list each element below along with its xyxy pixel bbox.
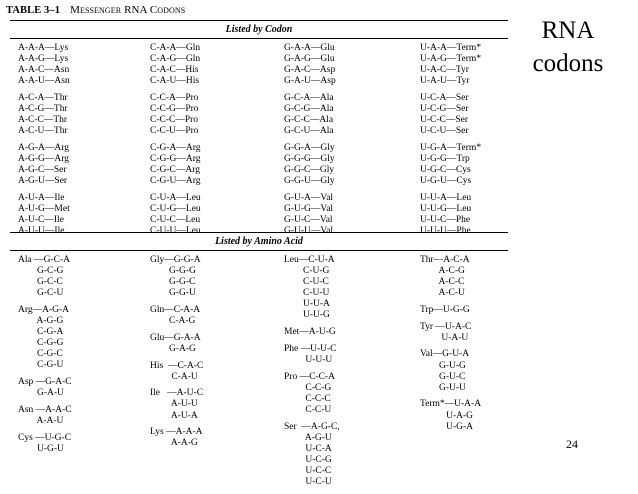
codon-entry: U-U-U—Phe [420, 226, 471, 237]
codon-entry: C-A-G—Gln [150, 54, 201, 65]
codon-entry: U-U-A—Leu [420, 192, 472, 203]
codon-group [18, 93, 70, 137]
codon-entry: U-A-C—Tyr [420, 65, 469, 76]
codon-entry: U-A-A—Term* [420, 43, 482, 53]
codon-section-header: Listed by Codon [225, 24, 293, 35]
codon-entry: U-G-G—Trp [420, 154, 470, 165]
codon-group [284, 255, 340, 322]
codon-entry: U-C-C [284, 465, 332, 476]
codon-entry: C-G-C—Arg [150, 165, 200, 176]
codon-entry: G-A-A—Glu [284, 43, 335, 53]
codon-group [284, 143, 336, 187]
codon-entry: U-U-G [284, 310, 330, 321]
codon-entry: G-C-C—Ala [284, 115, 334, 126]
amino-column-1 [18, 255, 72, 460]
codon-entry: A-C-C [420, 277, 465, 288]
codon-entry: C-C-G—Pro [150, 104, 199, 115]
codon-entry: Met—A-U-G [284, 327, 336, 338]
codon-entry: G-A-G—Glu [284, 54, 335, 65]
codon-entry: U-G-C—Cys [420, 165, 471, 176]
codon-entry: U-A-G—Term* [420, 54, 482, 65]
codon-entry: G-A-G [150, 343, 196, 354]
codon-group [150, 43, 201, 87]
codon-group [420, 322, 481, 344]
codon-group [18, 377, 72, 399]
codon-entry: A-C-U [420, 288, 465, 299]
codon-entry: A-U-U—Ile [18, 226, 65, 237]
codon-group [18, 143, 70, 187]
codon-entry: U-U-U [284, 354, 333, 365]
codon-group [284, 327, 340, 338]
codon-group [284, 422, 340, 489]
codon-entry: U-C-G—Ser [420, 104, 469, 115]
codon-group [284, 372, 340, 416]
codon-entry: G-C-G—Ala [284, 104, 334, 115]
codon-entry: G-G-G [150, 266, 196, 277]
codon-entry: Thr—A-C-A [420, 255, 470, 265]
codon-column-g [284, 43, 336, 243]
codon-entry: Term*—U-A-A [420, 399, 482, 410]
codon-entry: C-U-U—Leu [150, 226, 201, 237]
codon-entry: C-U-A—Leu [150, 192, 201, 203]
codon-entry: U-G-U [18, 443, 64, 454]
codon-group [420, 93, 481, 137]
codon-entry: G-U-A—Val [284, 192, 334, 203]
codon-entry: G-U-U—Val [284, 226, 334, 237]
codon-entry: C-U-U [284, 288, 330, 299]
codon-entry: U-U-C—Phe [420, 215, 471, 226]
codon-entry: U-U-A [284, 299, 330, 310]
codon-entry: G-C-C [18, 277, 63, 288]
codon-entry: C-C-U [284, 404, 332, 415]
codon-group [150, 193, 201, 237]
codon-entry: A-A-C—Asn [18, 65, 70, 76]
codon-entry: A-G-U [284, 432, 332, 443]
codon-entry: Trp—U-G-G [420, 304, 470, 315]
codon-entry: U-C-U—Ser [420, 126, 469, 137]
codon-group [18, 255, 72, 299]
codon-entry: A-G-A—Arg [18, 142, 70, 153]
codon-group [284, 344, 340, 366]
codon-entry: Arg—A-G-A [18, 304, 70, 315]
codon-entry: Val—G-U-A [420, 349, 470, 360]
codon-entry: U-C-A—Ser [420, 92, 469, 103]
codon-entry: C-G-A [18, 327, 64, 338]
codon-entry: A-U-G—Met [18, 204, 70, 214]
codon-entry: U-C-A [284, 443, 332, 454]
codon-entry: G-U-U [420, 382, 466, 393]
codon-entry: Pro —C-C-A [284, 371, 335, 382]
codon-entry: U-C-G [284, 454, 332, 465]
codon-entry: G-G-U [150, 288, 196, 299]
codon-group [284, 193, 336, 237]
codon-group [284, 93, 336, 137]
section-divider-rule [10, 232, 508, 233]
page-number: 24 [566, 437, 578, 451]
codon-entry: U-C-U [284, 477, 332, 488]
codon-entry: U-A-U [420, 332, 469, 343]
codon-group [420, 43, 481, 87]
codon-entry: U-A-U—Tyr [420, 76, 470, 87]
codon-entry: G-G-C—Gly [284, 165, 335, 176]
codon-group [18, 405, 72, 427]
codon-entry: U-G-A—Term* [420, 142, 482, 153]
codon-entry: A-C-G—Thr [18, 104, 68, 115]
codon-entry: C-A-U [150, 371, 198, 382]
codon-entry: A-G-G [18, 316, 64, 327]
codon-group [150, 388, 203, 421]
codon-group [18, 193, 70, 237]
codon-entry: G-G-A—Gly [284, 142, 335, 153]
codon-entry: C-C-C [284, 393, 331, 404]
codon-entry: Glu—G-A-A [150, 332, 201, 343]
amino-section-header: Listed by Amino Acid [215, 236, 303, 247]
codon-entry: G-C-U [18, 288, 64, 299]
slide-title-line-2: codons [532, 50, 604, 77]
codon-entry: U-U-G—Leu [420, 204, 472, 214]
codon-entry: U-A-G [420, 410, 474, 421]
codon-entry: A-G-G—Arg [18, 154, 70, 165]
codon-entry: A-A-G—Lys [18, 54, 69, 65]
codon-entry: Tyr —U-A-C [420, 321, 472, 332]
codon-entry: Gln—C-A-A [150, 304, 201, 315]
codon-group [150, 143, 201, 187]
amino-column-2 [150, 255, 203, 455]
codon-entry: U-C-C—Ser [420, 115, 469, 126]
codon-entry: C-G-C [18, 349, 63, 360]
codon-entry: A-C-A—Thr [18, 92, 68, 103]
amino-column-4 [420, 255, 481, 438]
codon-entry: G-A-U—Asp [284, 76, 336, 87]
codon-entry: G-U-G [420, 360, 466, 371]
codon-group [150, 93, 201, 137]
codon-entry: G-A-U [18, 388, 64, 399]
codon-entry: G-C-U—Ala [284, 126, 334, 137]
codon-entry: C-A-C—His [150, 65, 199, 76]
codon-group [420, 399, 481, 432]
codon-entry: C-A-A—Gln [150, 43, 201, 53]
codon-group [18, 305, 72, 372]
codon-group [150, 427, 203, 449]
table-top-rule [10, 20, 508, 21]
codon-entry: Ala —G-C-A [18, 255, 70, 265]
codon-entry: G-G-U—Gly [284, 176, 335, 187]
codon-entry: C-G-U [18, 360, 64, 371]
codon-group [18, 43, 70, 87]
codon-entry: C-A-U—His [150, 76, 200, 87]
codon-entry: C-U-C [284, 277, 329, 288]
codon-entry: C-C-C—Pro [150, 115, 199, 126]
codon-group [420, 143, 481, 187]
codon-entry: Lys —A-A-A [150, 427, 203, 438]
codon-entry: C-U-C—Leu [150, 215, 201, 226]
codon-entry: C-G-G—Arg [150, 154, 201, 165]
codon-group [284, 43, 336, 87]
codon-entry: G-U-G—Val [284, 204, 334, 214]
codon-entry: U-G-A [420, 421, 474, 432]
codon-entry: A-G-U—Ser [18, 176, 68, 187]
codon-entry: A-A-U—Asn [18, 76, 70, 87]
codon-group [18, 433, 72, 455]
codon-entry: Cys —U-G-C [18, 432, 72, 443]
codon-entry: A-C-G [420, 266, 465, 277]
codon-entry: C-A-G [150, 316, 196, 327]
codon-entry: C-U-G—Leu [150, 204, 201, 214]
codon-entry: A-U-A—Ile [18, 192, 65, 203]
table-caption: Messenger RNA Codons [70, 4, 186, 16]
codon-entry: His —C-A-C [150, 360, 204, 371]
codon-group [420, 349, 481, 393]
codon-entry: Gly—G-G-A [150, 255, 201, 265]
codon-entry: C-C-G [284, 382, 332, 393]
codon-entry: A-U-U [150, 399, 198, 410]
codon-group [420, 255, 481, 299]
codon-entry: U-G-U—Cys [420, 176, 472, 187]
codon-entry: A-U-C—Ile [18, 215, 64, 226]
amino-header-rule [10, 250, 508, 251]
codon-entry: Phe —U-U-C [284, 343, 337, 354]
codon-entry: C-U-G [284, 266, 330, 277]
codon-entry: C-G-G [18, 338, 64, 349]
codon-group [150, 333, 203, 355]
codon-group [150, 255, 203, 299]
codon-column-c [150, 43, 201, 243]
table-title [6, 4, 185, 16]
codon-entry: G-C-G [18, 266, 64, 277]
codon-entry: Ser —A-G-C, [284, 421, 340, 432]
amino-column-3 [284, 255, 340, 494]
codon-entry: A-C-C—Thr [18, 115, 68, 126]
codon-group [150, 361, 203, 383]
codon-group [420, 193, 481, 237]
codon-entry: A-C-U—Thr [18, 126, 68, 137]
table-label: TABLE 3–1 [6, 5, 61, 16]
slide-title-line-1: RNA [541, 17, 595, 44]
codon-header-rule [10, 38, 508, 39]
codon-entry: Leu—C-U-A [284, 255, 335, 265]
codon-entry: Asp —G-A-C [18, 377, 72, 388]
codon-entry: C-C-U—Pro [150, 126, 199, 137]
slide-title [520, 14, 616, 80]
codon-group [150, 305, 203, 327]
codon-entry: C-G-U—Arg [150, 176, 201, 187]
codon-entry: A-U-A [150, 410, 198, 421]
codon-entry: Asn —A-A-C [18, 404, 72, 415]
codon-entry: A-G-C—Ser [18, 165, 67, 176]
codon-entry: C-C-A—Pro [150, 92, 199, 103]
codon-entry: G-U-C—Val [284, 215, 333, 226]
codon-entry: G-C-A—Ala [284, 92, 334, 103]
codon-entry: A-A-U [18, 416, 64, 426]
codon-entry: G-A-C—Asp [284, 65, 336, 76]
codon-group [420, 305, 481, 316]
codon-entry: A-A-A—Lys [18, 43, 69, 53]
codon-entry: A-A-G [150, 438, 198, 449]
codon-entry: Ile —A-U-C [150, 388, 204, 399]
codon-entry: G-U-C [420, 371, 466, 382]
codon-column-a [18, 43, 70, 243]
codon-entry: C-G-A—Arg [150, 142, 201, 153]
codon-column-u [420, 43, 481, 243]
codon-entry: G-G-C [150, 277, 196, 288]
codon-entry: G-G-G—Gly [284, 154, 335, 165]
